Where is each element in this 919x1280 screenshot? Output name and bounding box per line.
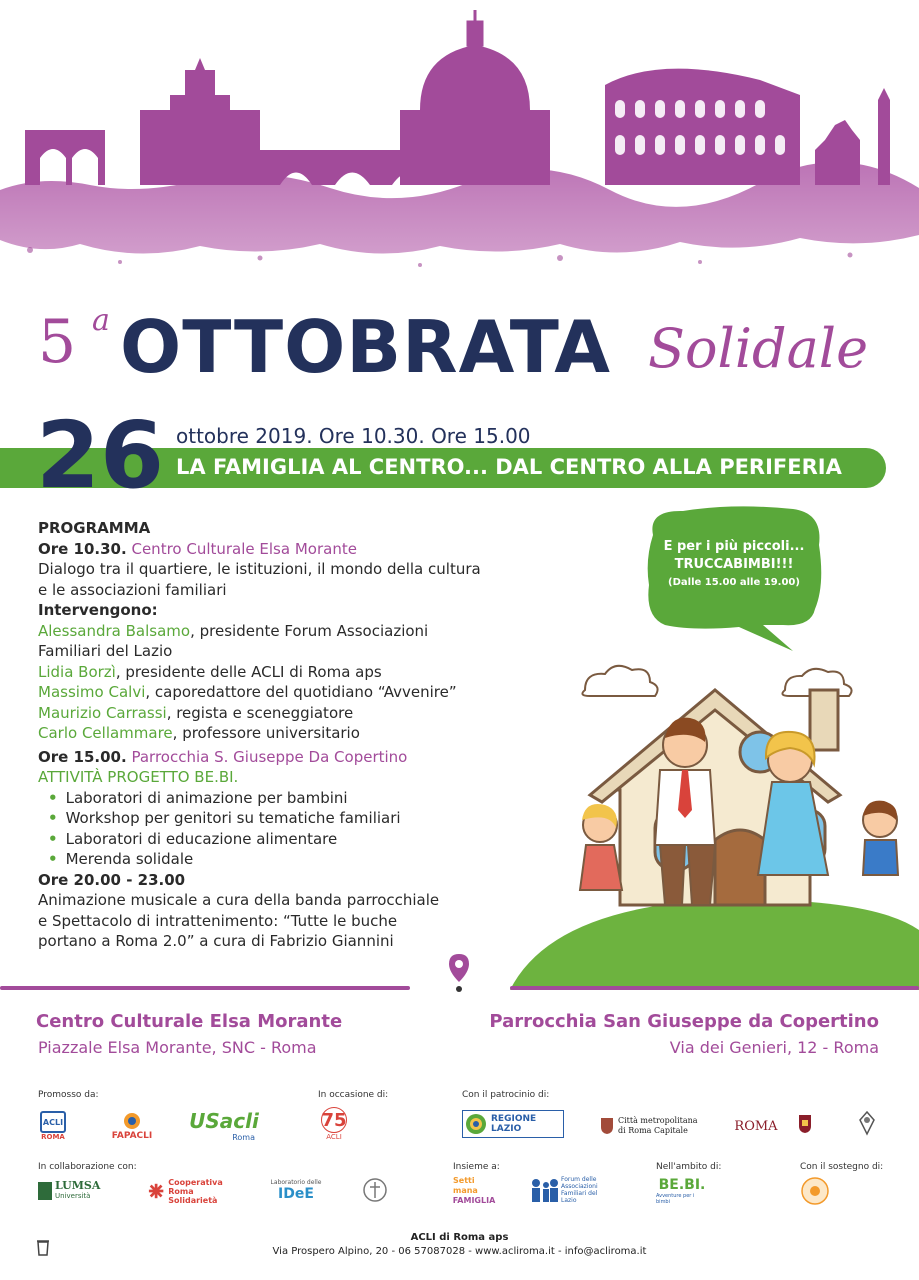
bebi-text: BE.BI. <box>658 1177 706 1193</box>
bebi-logo <box>656 1176 708 1206</box>
parish-emblem-icon <box>362 1176 388 1204</box>
laboratorio-idee-logo <box>270 1176 322 1204</box>
speaker-name: Massimo Calvi <box>38 683 146 701</box>
theme-banner-text: LA FAMIGLIA AL CENTRO... DAL CENTRO ALLA PERIFERIA <box>176 455 842 479</box>
session-3-time: Ore 20.00 - 23.00 <box>38 870 186 889</box>
family-house-illustration <box>510 660 919 990</box>
usacli-logo <box>189 1106 259 1144</box>
edition-superscript: a <box>92 303 110 338</box>
session-3-desc-3: portano a Roma 2.0” a cura di Fabrizio Giannini <box>38 932 394 950</box>
shield-icon <box>600 1117 614 1135</box>
settimana-famiglia-logo <box>453 1176 495 1206</box>
regione-text: REGIONE <box>491 1114 537 1124</box>
vatican-crest-icon <box>856 1110 878 1136</box>
idee-text: IDeE <box>278 1185 314 1202</box>
location-1-address: Piazzale Elsa Morante, SNC - Roma <box>38 1038 317 1057</box>
lumsa-name: LUMSA <box>55 1179 101 1192</box>
speaker-role: , regista e sceneggiatore <box>166 703 354 722</box>
footer-org: ACLI di Roma aps <box>410 1232 509 1243</box>
session-1-place: Centro Culturale Elsa Morante <box>131 539 357 558</box>
lazio-text: LAZIO <box>491 1124 522 1134</box>
acli-75-logo <box>320 1104 348 1144</box>
location-1-name: Centro Culturale Elsa Morante <box>36 1011 343 1032</box>
lumsa-mark <box>38 1182 52 1200</box>
date-line: ottobre 2019. Ore 10.30. Ore 15.00 <box>176 424 531 448</box>
insieme-label: Insieme a: <box>453 1162 500 1172</box>
regione-lazio-text <box>491 1114 536 1134</box>
session-3-desc-1: Animazione musicale a cura della banda parrocchiale <box>38 891 440 909</box>
session-1-header <box>38 539 518 560</box>
speaker-role: , presidente delle ACLI di Roma aps <box>115 662 382 681</box>
citta-line-2: di Roma Capitale <box>618 1126 688 1135</box>
speaker-row <box>38 703 518 724</box>
session-1-desc-2: e le associazioni familiari <box>38 580 227 599</box>
title-script: Solidale <box>648 317 869 380</box>
speaker-row <box>38 621 518 642</box>
acli-logo <box>38 1108 68 1144</box>
coop-roma-solidarieta-logo <box>148 1178 238 1204</box>
sostegno-sun-icon <box>800 1176 830 1206</box>
lumsa-sub: Università <box>55 1192 91 1200</box>
programme <box>38 518 518 952</box>
acli-75-sub: ACLI <box>326 1133 342 1141</box>
ambito-label: Nell'ambito di: <box>656 1162 722 1172</box>
bubble-line-2: TRUCCABIMBI!!! <box>674 557 794 572</box>
bubble-text <box>650 538 818 592</box>
speaker-name: Alessandra Balsamo <box>38 621 191 640</box>
activity-list <box>38 788 518 870</box>
project-title: ATTIVITÀ PROGETTO BE.BI. <box>38 768 239 786</box>
regione-lazio-icon <box>465 1113 487 1135</box>
citta-metropolitana-logo <box>600 1112 700 1140</box>
patrocinio-label: Con il patrocinio di: <box>462 1090 550 1100</box>
fapacli-icon <box>121 1111 143 1131</box>
citta-line-1: Città metropolitana <box>618 1116 698 1125</box>
list-item: • Laboratori di animazione per bambini <box>48 788 518 809</box>
sostegno-label: Con il sostegno di: <box>800 1162 884 1172</box>
promosso-label: Promosso da: <box>38 1090 99 1100</box>
location-2-address: Via dei Genieri, 12 - Roma <box>669 1038 879 1057</box>
session-1-time: Ore 10.30. <box>38 539 127 558</box>
session-2-time: Ore 15.00. <box>38 747 127 766</box>
programme-heading: PROGRAMMA <box>38 519 151 537</box>
coop-line-1: Cooperativa <box>168 1177 223 1187</box>
fapacli-logo <box>108 1108 156 1144</box>
settimana-line-1: Setti mana <box>453 1176 478 1195</box>
coop-line-2: Roma Solidarietà <box>168 1186 218 1205</box>
roma-shield-icon <box>798 1114 812 1134</box>
speaker-role: , professore universitario <box>172 724 360 742</box>
citta-text <box>618 1116 698 1136</box>
edition-number: 5 <box>38 307 77 377</box>
location-pin-icon <box>447 952 471 992</box>
bubble-line-1: E per i più piccoli... <box>663 539 805 554</box>
bebi-sub: Avventure per i bimbi <box>656 1193 695 1205</box>
speaker-row <box>38 662 518 683</box>
rome-skyline-illustration <box>0 0 919 280</box>
speaker-row <box>38 641 518 662</box>
divider-left <box>0 986 410 990</box>
bubble-line-3: (Dalle 15.00 alle 19.00) <box>668 577 800 588</box>
session-1-desc-1: Dialogo tra il quartiere, le istituzioni, il mondo della cultura <box>38 560 481 578</box>
list-item: • Laboratori di educazione alimentare <box>48 829 518 850</box>
regione-lazio-logo <box>462 1110 564 1138</box>
occasione-label: In occasione di: <box>318 1090 389 1100</box>
forum-associazioni-logo <box>530 1174 610 1206</box>
session-2-place: Parrocchia S. Giuseppe Da Copertino <box>131 747 408 766</box>
acli-logo-mark: ACLI <box>40 1111 66 1133</box>
acli-logo-sub: ROMA <box>41 1133 65 1141</box>
forum-line-1: Forum delle <box>561 1176 597 1183</box>
coop-asterisk-icon <box>148 1182 164 1200</box>
speaker-name: Maurizio Carrassi <box>38 703 167 722</box>
speaker-name: Lidia Borzì <box>38 662 116 681</box>
family-figures-icon <box>530 1177 558 1203</box>
lumsa-logo <box>38 1178 110 1204</box>
title-main: OTTOBRATA <box>120 305 611 389</box>
speaker-row <box>38 723 518 744</box>
location-2-name: Parrocchia San Giuseppe da Copertino <box>489 1011 879 1032</box>
intervengono-heading: Intervengono: <box>38 601 158 619</box>
footer-address: Via Prospero Alpino, 20 - 06 57087028 - www.acliroma.it - info@acliroma.it <box>272 1246 647 1257</box>
speaker-role: Familiari del Lazio <box>38 642 173 660</box>
speaker-role: , caporedattore del quotidiano “Avvenire” <box>145 683 457 701</box>
forum-line-4: Lazio <box>561 1197 577 1204</box>
list-item: • Workshop per genitori su tematiche familiari <box>48 808 518 829</box>
fapacli-text: FAPACLI <box>111 1131 153 1141</box>
forum-line-2: Associazioni <box>561 1183 598 1190</box>
usacli-text: USacli <box>189 1108 259 1133</box>
forum-line-3: Familiari del <box>561 1190 598 1197</box>
forum-text <box>561 1176 598 1204</box>
speaker-name: Carlo Cellammare <box>38 724 173 742</box>
idee-top: Laboratorio delle <box>270 1178 322 1186</box>
coop-text <box>168 1178 238 1205</box>
divider-right <box>510 986 919 990</box>
list-item: • Merenda solidale <box>48 849 518 870</box>
collaborazione-label: In collaborazione con: <box>38 1162 137 1172</box>
session-2-header <box>38 747 518 768</box>
roma-logo: ROMA <box>734 1118 778 1134</box>
session-3-desc-2: e Spettacolo di intrattenimento: “Tutte le buche <box>38 911 398 930</box>
lumsa-text <box>55 1181 100 1201</box>
usacli-sub: Roma <box>232 1132 255 1142</box>
acli-75-number: 75 <box>321 1107 347 1133</box>
settimana-line-2: FAMIGLIA <box>452 1196 496 1205</box>
event-title <box>0 295 919 395</box>
date-day: 26 <box>36 402 165 509</box>
speaker-role: , presidente Forum Associazioni <box>190 621 429 640</box>
speaker-row <box>38 682 518 703</box>
